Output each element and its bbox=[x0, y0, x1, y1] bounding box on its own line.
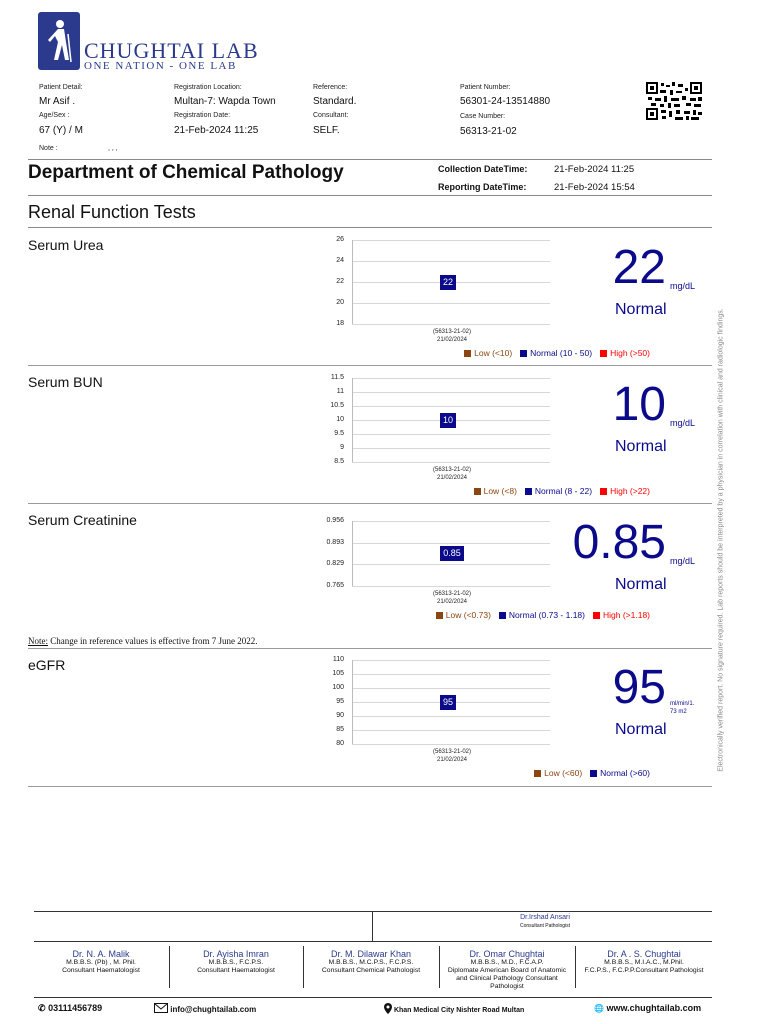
gridline bbox=[352, 674, 550, 675]
result-value: 22 bbox=[612, 241, 666, 294]
collection-label: Collection DateTime: bbox=[438, 164, 528, 174]
doctor-role: Consultant Haematologist bbox=[62, 967, 140, 974]
legend bbox=[436, 610, 650, 620]
legend-swatch bbox=[520, 350, 527, 357]
doctor-name: Dr. M. Dilawar Khan bbox=[330, 949, 412, 959]
lab-tagline: ONE NATION - ONE LAB bbox=[84, 60, 237, 72]
result-status: Normal bbox=[615, 301, 667, 318]
x-label bbox=[412, 328, 492, 344]
doctor-name: Dr. N. A. Malik bbox=[72, 949, 130, 959]
note-value: , , , bbox=[108, 145, 118, 152]
legend-swatch bbox=[474, 488, 481, 495]
test-name: Serum Creatinine bbox=[28, 512, 137, 528]
y-tick-label: 0.893 bbox=[326, 538, 344, 546]
doctor-1 bbox=[34, 950, 168, 975]
panel-divider bbox=[28, 227, 712, 228]
data-point: 0.85 bbox=[440, 546, 464, 561]
y-tick-label: 22 bbox=[336, 278, 344, 285]
gridline bbox=[352, 378, 550, 379]
location-pin-icon bbox=[384, 1003, 392, 1014]
doctor-qual: M.B.B.S., M.C.P.S., F.C.P.S. bbox=[328, 959, 414, 966]
legend-label: Low (<8) bbox=[483, 486, 517, 496]
mail-icon bbox=[154, 1003, 168, 1013]
gridline bbox=[352, 261, 550, 262]
x-label-date: 21/02/2024 bbox=[436, 757, 468, 763]
gridline bbox=[352, 462, 550, 463]
data-point: 95 bbox=[440, 695, 456, 710]
x-label-case: (56313-21-02) bbox=[432, 590, 472, 597]
legend bbox=[474, 486, 650, 496]
y-tick-label: 9 bbox=[340, 444, 344, 451]
legend-label: High (>50) bbox=[610, 348, 650, 358]
reg-date: 21-Feb-2024 11:25 bbox=[174, 125, 259, 136]
lab-logo-text bbox=[84, 38, 259, 72]
result-status: Normal bbox=[615, 576, 667, 593]
doctor-qual: M.B.B.S., M.D., F.C.A.P. bbox=[470, 959, 544, 966]
email-address: info@chughtailab.com bbox=[170, 1005, 257, 1014]
result-unit-line2: 73 m2 bbox=[670, 709, 687, 715]
legend bbox=[534, 768, 650, 778]
gridline bbox=[352, 434, 550, 435]
y-axis bbox=[352, 521, 353, 586]
result-value: 95 bbox=[612, 661, 666, 714]
result-unit: mg/dL bbox=[670, 418, 696, 428]
y-tick-label: 95 bbox=[336, 698, 344, 705]
test-name: eGFR bbox=[28, 657, 66, 673]
result-unit bbox=[670, 700, 694, 716]
footer-website[interactable] bbox=[594, 1003, 701, 1013]
legend-item bbox=[590, 768, 650, 778]
phone-icon: ✆ bbox=[38, 1003, 46, 1013]
legend-label: High (>1.18) bbox=[602, 609, 650, 620]
legend-item bbox=[593, 610, 650, 620]
result-unit-line1: ml/min/1. bbox=[670, 701, 695, 707]
legend-swatch bbox=[593, 612, 600, 619]
legend-swatch bbox=[534, 770, 541, 777]
doctor-name: Dr. Ayisha Imran bbox=[203, 949, 269, 959]
data-point: 10 bbox=[440, 413, 456, 428]
legend-item bbox=[600, 348, 650, 358]
y-tick-label: 100 bbox=[332, 684, 344, 691]
verifier-title: Consultant Pathologist bbox=[519, 923, 571, 929]
legend bbox=[464, 348, 650, 358]
x-label-date: 21/02/2024 bbox=[436, 598, 468, 605]
y-tick-label: 11 bbox=[336, 388, 344, 395]
doctor-qual: M.B.B.S., F.C.P.S. bbox=[208, 959, 264, 966]
note-body: Change in reference values is effective from 7 June 2022. bbox=[48, 636, 258, 646]
y-tick-label: 105 bbox=[332, 670, 344, 677]
y-tick-label: 0.765 bbox=[326, 581, 344, 589]
legend-label: Low (<0.73) bbox=[445, 609, 491, 620]
website-url: www.chughtailab.com bbox=[606, 1003, 702, 1013]
test-name: Serum Urea bbox=[28, 237, 104, 253]
note-label: Note : bbox=[39, 145, 58, 152]
result-value: 0.85 bbox=[572, 516, 666, 569]
section-divider bbox=[28, 503, 712, 504]
y-tick-label: 20 bbox=[336, 299, 344, 306]
y-tick-label: 0.956 bbox=[326, 517, 344, 524]
y-tick-label: 0.829 bbox=[326, 560, 344, 567]
legend-swatch bbox=[525, 488, 532, 495]
gridline bbox=[352, 240, 550, 241]
doctor-role-2: and Clinical Pathology Consultant Pathologist bbox=[456, 975, 558, 990]
gridline bbox=[352, 660, 550, 661]
x-label bbox=[412, 748, 492, 764]
legend-item bbox=[436, 610, 491, 620]
globe-icon: 🌐 bbox=[594, 1004, 604, 1013]
y-tick-label: 90 bbox=[336, 712, 344, 719]
x-label bbox=[412, 466, 492, 482]
reporting-datetime: 21-Feb-2024 15:54 bbox=[554, 182, 635, 193]
result-unit: mg/dL bbox=[670, 281, 696, 291]
result-status: Normal bbox=[615, 721, 667, 738]
verification-disclaimer bbox=[714, 280, 728, 800]
y-tick-label: 10 bbox=[336, 416, 344, 423]
x-label bbox=[412, 590, 492, 606]
section-divider bbox=[28, 648, 712, 649]
reference-label: Reference: bbox=[313, 84, 348, 91]
legend-swatch bbox=[499, 612, 506, 619]
legend-label: Normal (>60) bbox=[600, 768, 650, 778]
y-tick-label: 85 bbox=[336, 726, 344, 733]
doctor-role: Consultant Chemical Pathologist bbox=[321, 967, 421, 974]
age-sex: 67 (Y) / M bbox=[39, 125, 83, 136]
footer-line bbox=[34, 997, 712, 998]
gridline bbox=[352, 324, 550, 325]
y-axis bbox=[352, 240, 353, 324]
x-label-case: (56313-21-02) bbox=[432, 329, 472, 335]
legend-swatch bbox=[590, 770, 597, 777]
section-divider bbox=[28, 786, 712, 787]
legend-swatch bbox=[464, 350, 471, 357]
data-point: 22 bbox=[440, 275, 456, 290]
x-label-date: 21/02/2024 bbox=[436, 337, 468, 343]
gridline bbox=[352, 586, 550, 587]
age-sex-label: Age/Sex : bbox=[39, 112, 70, 119]
y-tick-label: 9.5 bbox=[334, 430, 344, 437]
legend-swatch bbox=[600, 350, 607, 357]
result-status: Normal bbox=[615, 438, 667, 455]
lab-name: CHUGHTAI LAB bbox=[84, 38, 259, 63]
patient-name: Mr Asif . bbox=[39, 96, 76, 107]
y-tick-label: 18 bbox=[336, 320, 344, 327]
legend-label: Normal (10 - 50) bbox=[530, 348, 593, 358]
verifier-name: Dr.Irshad Ansari bbox=[520, 914, 570, 921]
legend-item bbox=[464, 348, 512, 358]
patient-number: 56301-24-13514880 bbox=[460, 96, 551, 107]
y-tick-label: 11.5 bbox=[330, 374, 344, 381]
doctor-qual: M.B.B.S. (Pb) , M. Phil. bbox=[66, 959, 136, 966]
verification-disclaimer-text: Electronically verified report. No signature required. Lab reports should be interpreted by a physician in correlation with clinical and radiologic findings. bbox=[717, 308, 725, 772]
legend-label: Low (<60) bbox=[544, 768, 583, 778]
y-tick-label: 24 bbox=[336, 257, 344, 264]
doctor-3 bbox=[304, 950, 438, 975]
test-name: Serum BUN bbox=[28, 374, 103, 390]
panel-title: Renal Function Tests bbox=[28, 202, 196, 222]
doctor-2 bbox=[170, 950, 302, 975]
reference-change-note bbox=[28, 636, 258, 646]
y-tick-label: 10.5 bbox=[330, 402, 344, 409]
doctor-4 bbox=[440, 950, 574, 991]
gridline bbox=[352, 392, 550, 393]
gridline bbox=[352, 564, 550, 565]
reporting-label: Reporting DateTime: bbox=[438, 182, 527, 192]
gridline bbox=[352, 543, 550, 544]
footer-phone[interactable] bbox=[38, 1003, 102, 1014]
legend-item bbox=[600, 486, 650, 496]
dept-divider bbox=[28, 195, 712, 196]
x-label-date: 21/02/2024 bbox=[436, 475, 468, 481]
consultant: SELF. bbox=[313, 125, 340, 136]
x-label-case: (56313-21-02) bbox=[432, 749, 472, 755]
verifier-block bbox=[490, 914, 600, 929]
gridline bbox=[352, 730, 550, 731]
gridline bbox=[352, 406, 550, 407]
result-value: 10 bbox=[612, 378, 666, 431]
doctor-role: F.C.P.S., F.C.P.P.Consultant Pathologist bbox=[584, 967, 704, 974]
doctor-5 bbox=[576, 950, 712, 975]
reg-location: Multan-7: Wapda Town bbox=[174, 96, 276, 107]
doctor-name: Dr. A . S. Chughtai bbox=[607, 949, 681, 959]
signature-top-line bbox=[34, 911, 712, 912]
consultant-label: Consultant: bbox=[313, 112, 349, 119]
legend-item bbox=[474, 486, 517, 496]
section-divider bbox=[28, 365, 712, 366]
gridline bbox=[352, 744, 550, 745]
header-divider bbox=[28, 159, 712, 160]
qr-code-icon bbox=[646, 82, 702, 120]
signature-mid-line bbox=[34, 941, 712, 942]
y-tick-label: 26 bbox=[336, 236, 344, 243]
legend-label: Normal (0.73 - 1.18) bbox=[508, 609, 585, 620]
gridline bbox=[352, 688, 550, 689]
gridline bbox=[352, 716, 550, 717]
walking-man-logo-icon bbox=[38, 12, 80, 70]
legend-swatch bbox=[436, 612, 443, 619]
y-tick-label: 8.5 bbox=[334, 458, 344, 465]
x-label-case: (56313-21-02) bbox=[432, 467, 472, 473]
address-text: Khan Medical City Nishter Road Multan bbox=[393, 1007, 525, 1014]
legend-swatch bbox=[600, 488, 607, 495]
note-label-text: Note: bbox=[28, 636, 48, 646]
result-unit: mg/dL bbox=[670, 556, 696, 566]
footer-address bbox=[384, 1003, 524, 1014]
department-title: Department of Chemical Pathology bbox=[28, 162, 344, 183]
reference: Standard. bbox=[313, 96, 357, 107]
y-axis bbox=[352, 378, 353, 462]
legend-label: Low (<10) bbox=[474, 348, 513, 358]
legend-label: High (>22) bbox=[610, 486, 650, 496]
reg-date-label: Registration Date: bbox=[174, 112, 231, 119]
gridline bbox=[352, 448, 550, 449]
doctor-role: Diplomate American Board of Anatomic bbox=[447, 967, 567, 974]
signature-split-line bbox=[372, 911, 373, 941]
legend-item bbox=[525, 486, 592, 496]
y-axis bbox=[352, 660, 353, 744]
lab-logo bbox=[38, 12, 80, 70]
doctor-qual: M.B.B.S., M.I.A.C., M.Phil. bbox=[604, 959, 684, 966]
doctor-role: Consultant Haematologist bbox=[197, 967, 275, 974]
footer-email[interactable] bbox=[154, 1003, 256, 1014]
y-tick-label: 110 bbox=[332, 656, 344, 663]
patient-number-label: Patient Number: bbox=[460, 84, 511, 91]
phone-number: 03111456789 bbox=[48, 1003, 103, 1013]
doctor-name: Dr. Omar Chughtai bbox=[469, 949, 545, 959]
legend-item bbox=[534, 768, 582, 778]
y-tick-label: 80 bbox=[336, 740, 344, 747]
gridline bbox=[352, 521, 550, 522]
patient-detail-label: Patient Detail: bbox=[39, 84, 83, 91]
reg-location-label: Registration Location: bbox=[174, 84, 242, 91]
case-number-label: Case Number: bbox=[460, 113, 506, 120]
case-number: 56313-21-02 bbox=[460, 126, 517, 137]
legend-item bbox=[499, 610, 585, 620]
legend-item bbox=[520, 348, 592, 358]
legend-label: Normal (8 - 22) bbox=[534, 486, 593, 496]
collection-datetime: 21-Feb-2024 11:25 bbox=[554, 164, 635, 175]
gridline bbox=[352, 303, 550, 304]
